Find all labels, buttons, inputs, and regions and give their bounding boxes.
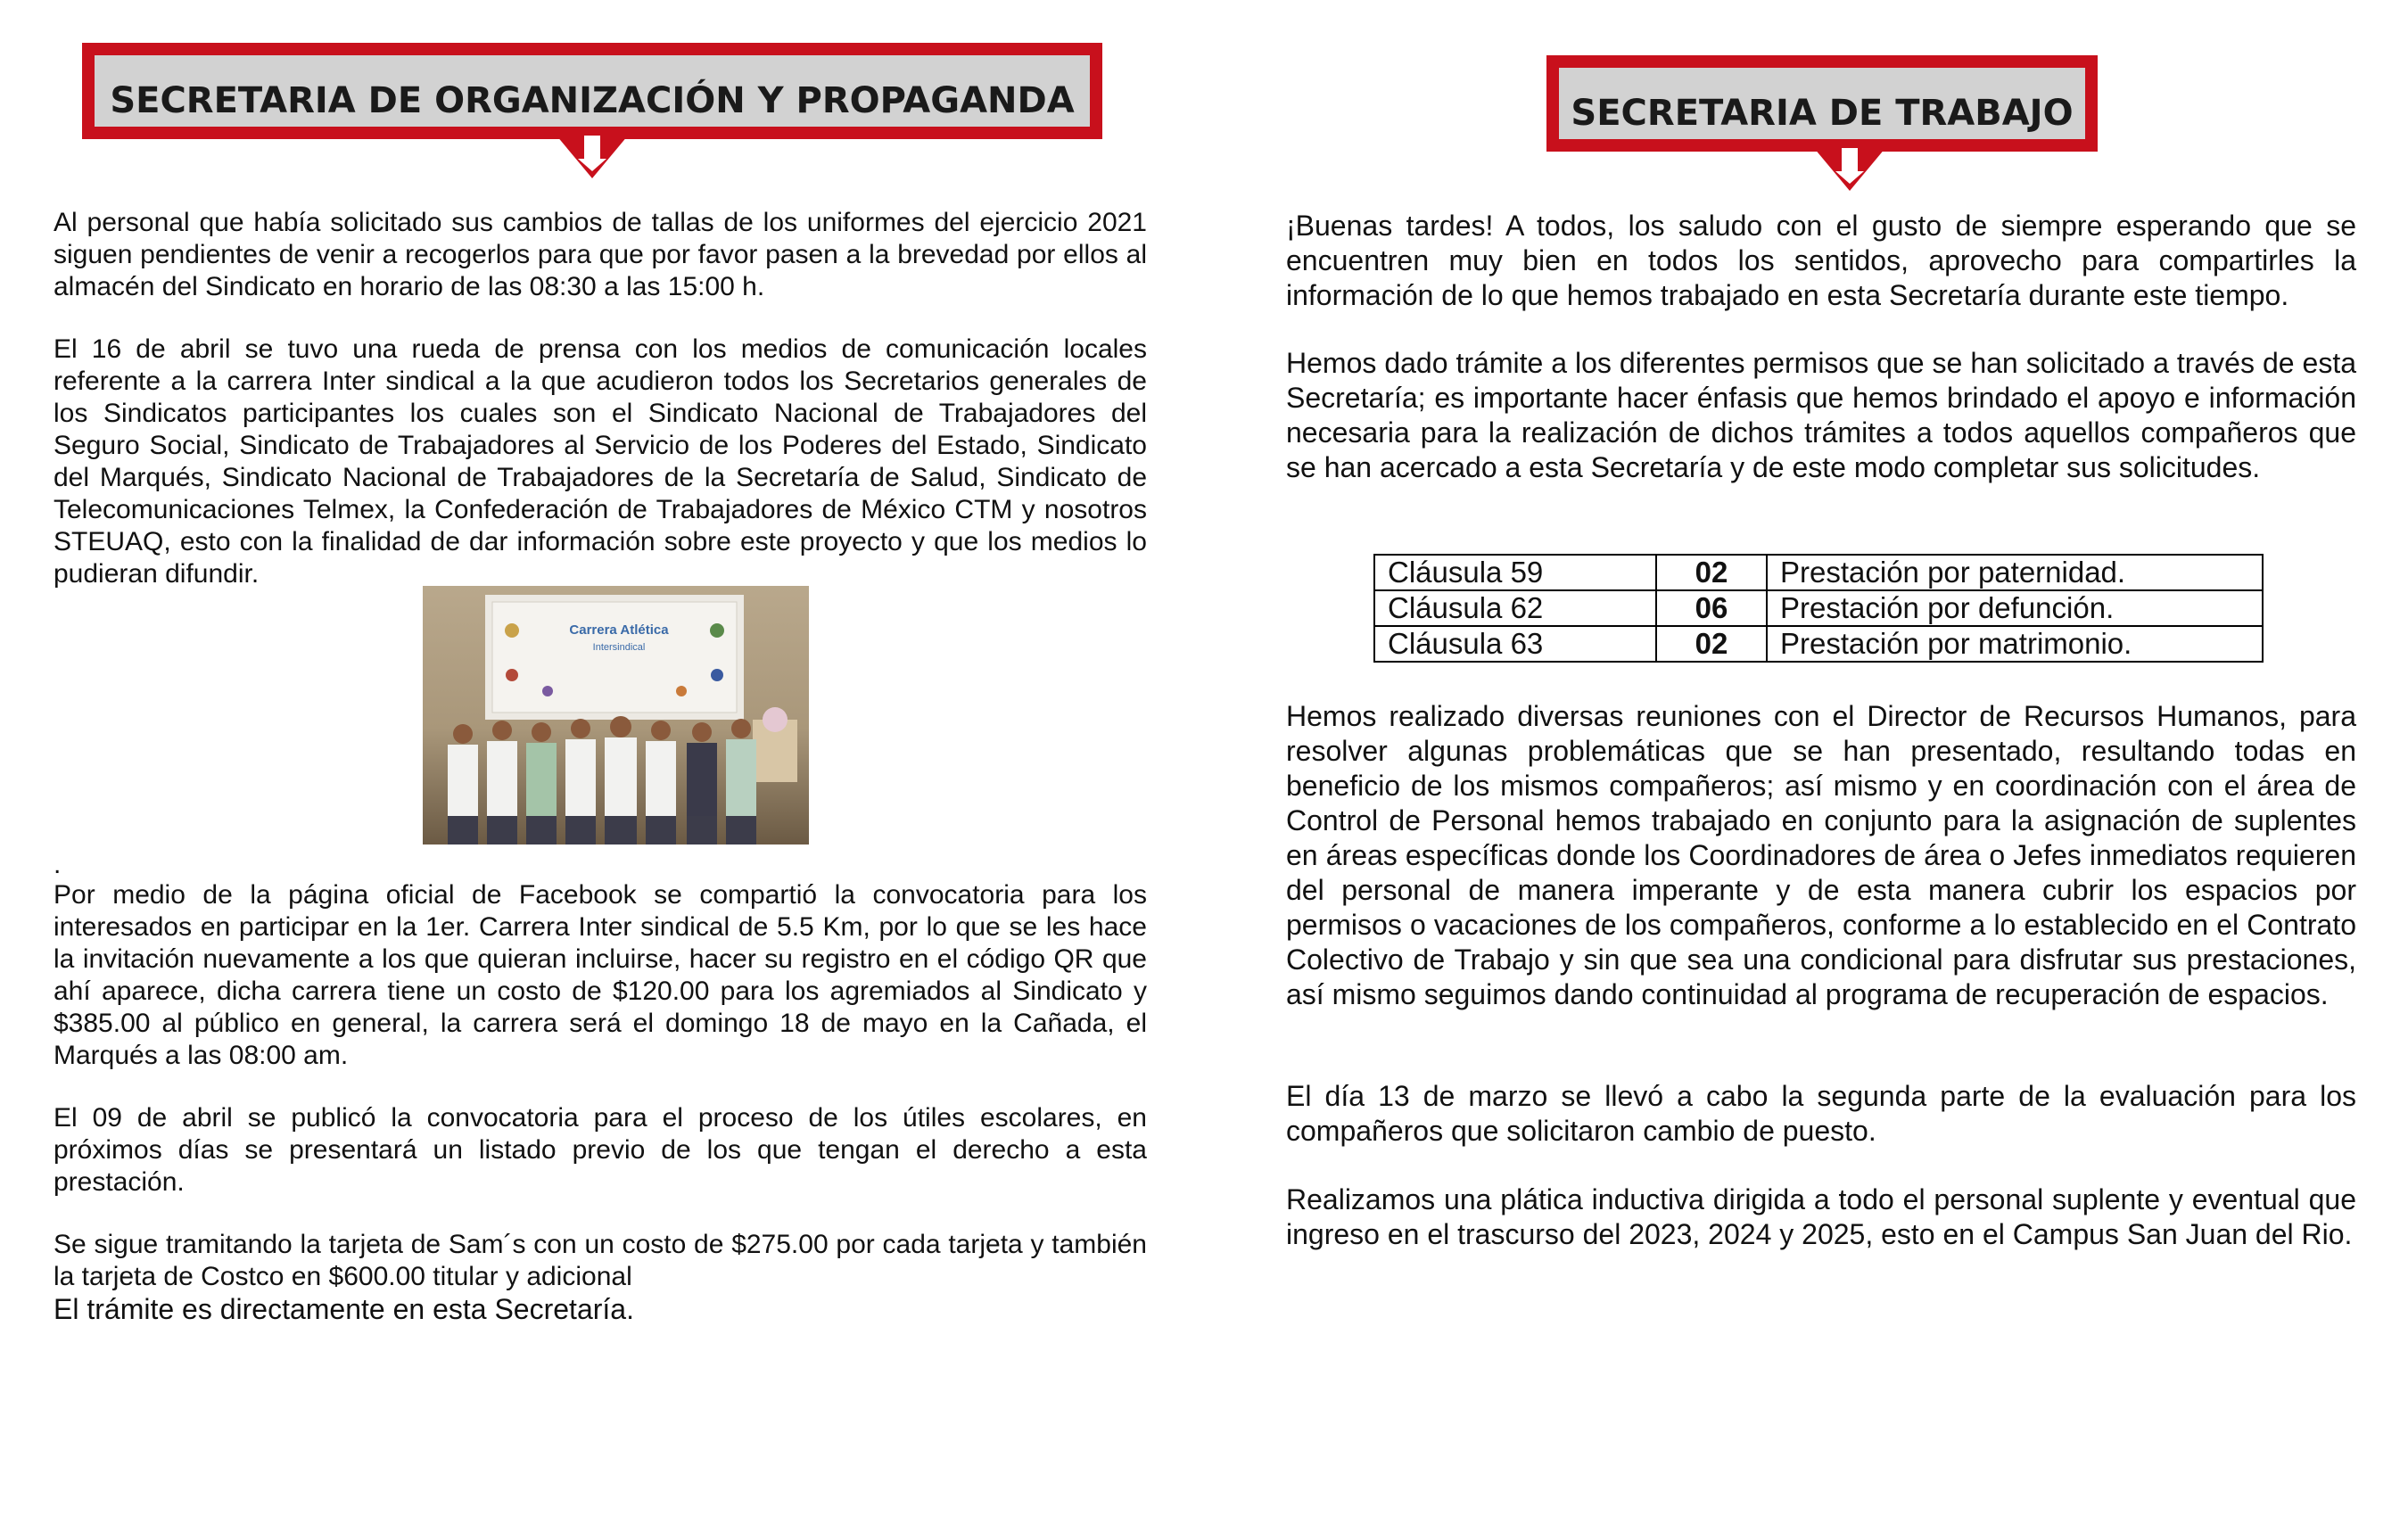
count-cell: 06 <box>1656 590 1767 626</box>
right-paragraph-4 <box>1286 1079 2356 1149</box>
table-row <box>1374 626 2263 662</box>
paragraph-text: Al personal que había solicitado sus cambios de tallas de los uniformes del ejercicio 2021 siguen pendientes de venir a recogerlos para que por favor pasen a la brevedad por ellos al almacén del Sindicato en horario de las 08:30 a las 15:00 h. <box>54 208 1147 301</box>
banner-arrow-icon <box>557 136 628 180</box>
paragraph-text: ¡Buenas tardes! A todos, los saludo con el gusto de siempre esperando que se encuentren muy bien en todos los sentidos, aprovecho para compartirles la información de lo que hemos trabajado en esta Secretaría durante este tiempo. <box>1286 210 2356 311</box>
description-cell: Prestación por paternidad. <box>1767 555 2263 590</box>
paragraph-text: Realizamos una plática inductiva dirigida a todo el personal suplente y eventual que ingreso en el trascurso del 2023, 2024 y 2025, esto en el Campus San Juan del Rio. <box>1286 1183 2356 1250</box>
right-paragraph-3 <box>1286 699 2356 1012</box>
clause-cell: Cláusula 62 <box>1374 590 1656 626</box>
paragraph-text: El trámite es directamente en esta Secretaría. <box>54 1293 634 1325</box>
right-banner <box>1546 55 2098 152</box>
right-paragraph-2 <box>1286 346 2356 485</box>
press-conference-photo <box>423 586 809 845</box>
paragraph-text: El día 13 de marzo se llevó a cabo la segunda parte de la evaluación para los compañeros que solicitaron cambio de puesto. <box>1286 1080 2356 1147</box>
left-paragraph-1 <box>54 207 1147 303</box>
clause-table <box>1373 554 2264 663</box>
photo-image <box>423 586 809 845</box>
paragraph-text: Se sigue tramitando la tarjeta de Sam´s con un costo de $275.00 por cada tarjeta y también la tarjeta de Costco en $600.00 titular y adicional <box>54 1230 1147 1291</box>
left-banner <box>82 43 1102 139</box>
paragraph-text: . <box>54 850 62 879</box>
paragraph-text: El 16 de abril se tuvo una rueda de prensa con los medios de comunicación locales referente a la carrera Inter sindical a la que acudieron todos los Secretarios generales de los Sindicatos participantes los cuales son el Sindicato Nacional de Trabajadores del Seguro Social, Sindicato de Trabajadores al Servicio de los Poderes del Estado, Sindicato del Marqués, Sindicato Nacional de Trabajadores de la Secretaría de Salud, Sindicato de Telecomunicaciones Telmex, la Confederación de Trabajadores de México CTM y nosotros STEUAQ, esto con la finalidad de dar información sobre este proyecto y que los medios lo pudieran difundir. <box>54 334 1147 589</box>
description-cell: Prestación por defunción. <box>1767 590 2263 626</box>
photo-screen-subtitle: Intersindical <box>592 642 646 653</box>
count-cell: 02 <box>1656 626 1767 662</box>
right-paragraph-1 <box>1286 209 2356 313</box>
clause-cell: Cláusula 63 <box>1374 626 1656 662</box>
left-dot <box>54 849 89 881</box>
table-row <box>1374 590 2263 626</box>
paragraph-text: El 09 de abril se publicó la convocatoria para el proceso de los útiles escolares, en próximos días se presentará un listado previo de los que tengan el derecho a esta prestación. <box>54 1103 1147 1197</box>
paragraph-text: Por medio de la página oficial de Facebook se compartió la convocatoria para los interesados en participar en la 1er. Carrera Inter sindical de 5.5 Km, por lo que se les hace la invitación nuevamente a los que quieran incluirse, hacer su registro en el código QR que ahí aparece, dicha carrera tiene un costo de $120.00 para los agremiados al Sindicato y $385.00 al público en general, la carrera será el domingo 18 de mayo en la Cañada, el Marqués a las 08:00 am. <box>54 880 1147 1070</box>
photo-screen-title: Carrera Atlética <box>569 622 669 638</box>
left-paragraph-4 <box>54 1102 1147 1199</box>
banner-arrow-icon <box>1814 148 1885 193</box>
left-paragraph-6 <box>54 1293 1147 1325</box>
left-paragraph-5 <box>54 1229 1147 1293</box>
right-paragraph-5 <box>1286 1182 2356 1252</box>
left-paragraph-2 <box>54 334 1147 590</box>
table-row <box>1374 555 2263 590</box>
paragraph-text: Hemos realizado diversas reuniones con el Director de Recursos Humanos, para resolver algunas problemáticas que se han presentado, resultando todas en beneficio de los mismos compañeros; así mismo y en coordinación con el área de Control de Personal hemos trabajado en conjunto para la asignación de suplentes en áreas específicas donde los Coordinadores de área o Jefes inmediatos requieren del personal de manera imperante y de esta manera cubrir los espacios por permisos o vacaciones de los compañeros, conforme a lo establecido en el Contrato Colectivo de Trabajo y sin que sea una condicional para disfrutar sus prestaciones, así mismo seguimos dando continuidad al programa de recuperación de espacios. <box>1286 700 2356 1010</box>
right-banner-title: SECRETARIA DE TRABAJO <box>1559 68 2085 139</box>
left-banner-title: SECRETARIA DE ORGANIZACIÓN Y PROPAGANDA <box>95 55 1090 127</box>
count-cell: 02 <box>1656 555 1767 590</box>
description-cell: Prestación por matrimonio. <box>1767 626 2263 662</box>
left-paragraph-3 <box>54 879 1147 1072</box>
paragraph-text: Hemos dado trámite a los diferentes permisos que se han solicitado a través de esta Secretaría; es importante hacer énfasis que hemos brindado el apoyo e información necesaria para la realización de dichos trámites a todos aquellos compañeros que se han acercado a esta Secretaría y de este modo completar sus solicitudes. <box>1286 347 2356 483</box>
clause-cell: Cláusula 59 <box>1374 555 1656 590</box>
